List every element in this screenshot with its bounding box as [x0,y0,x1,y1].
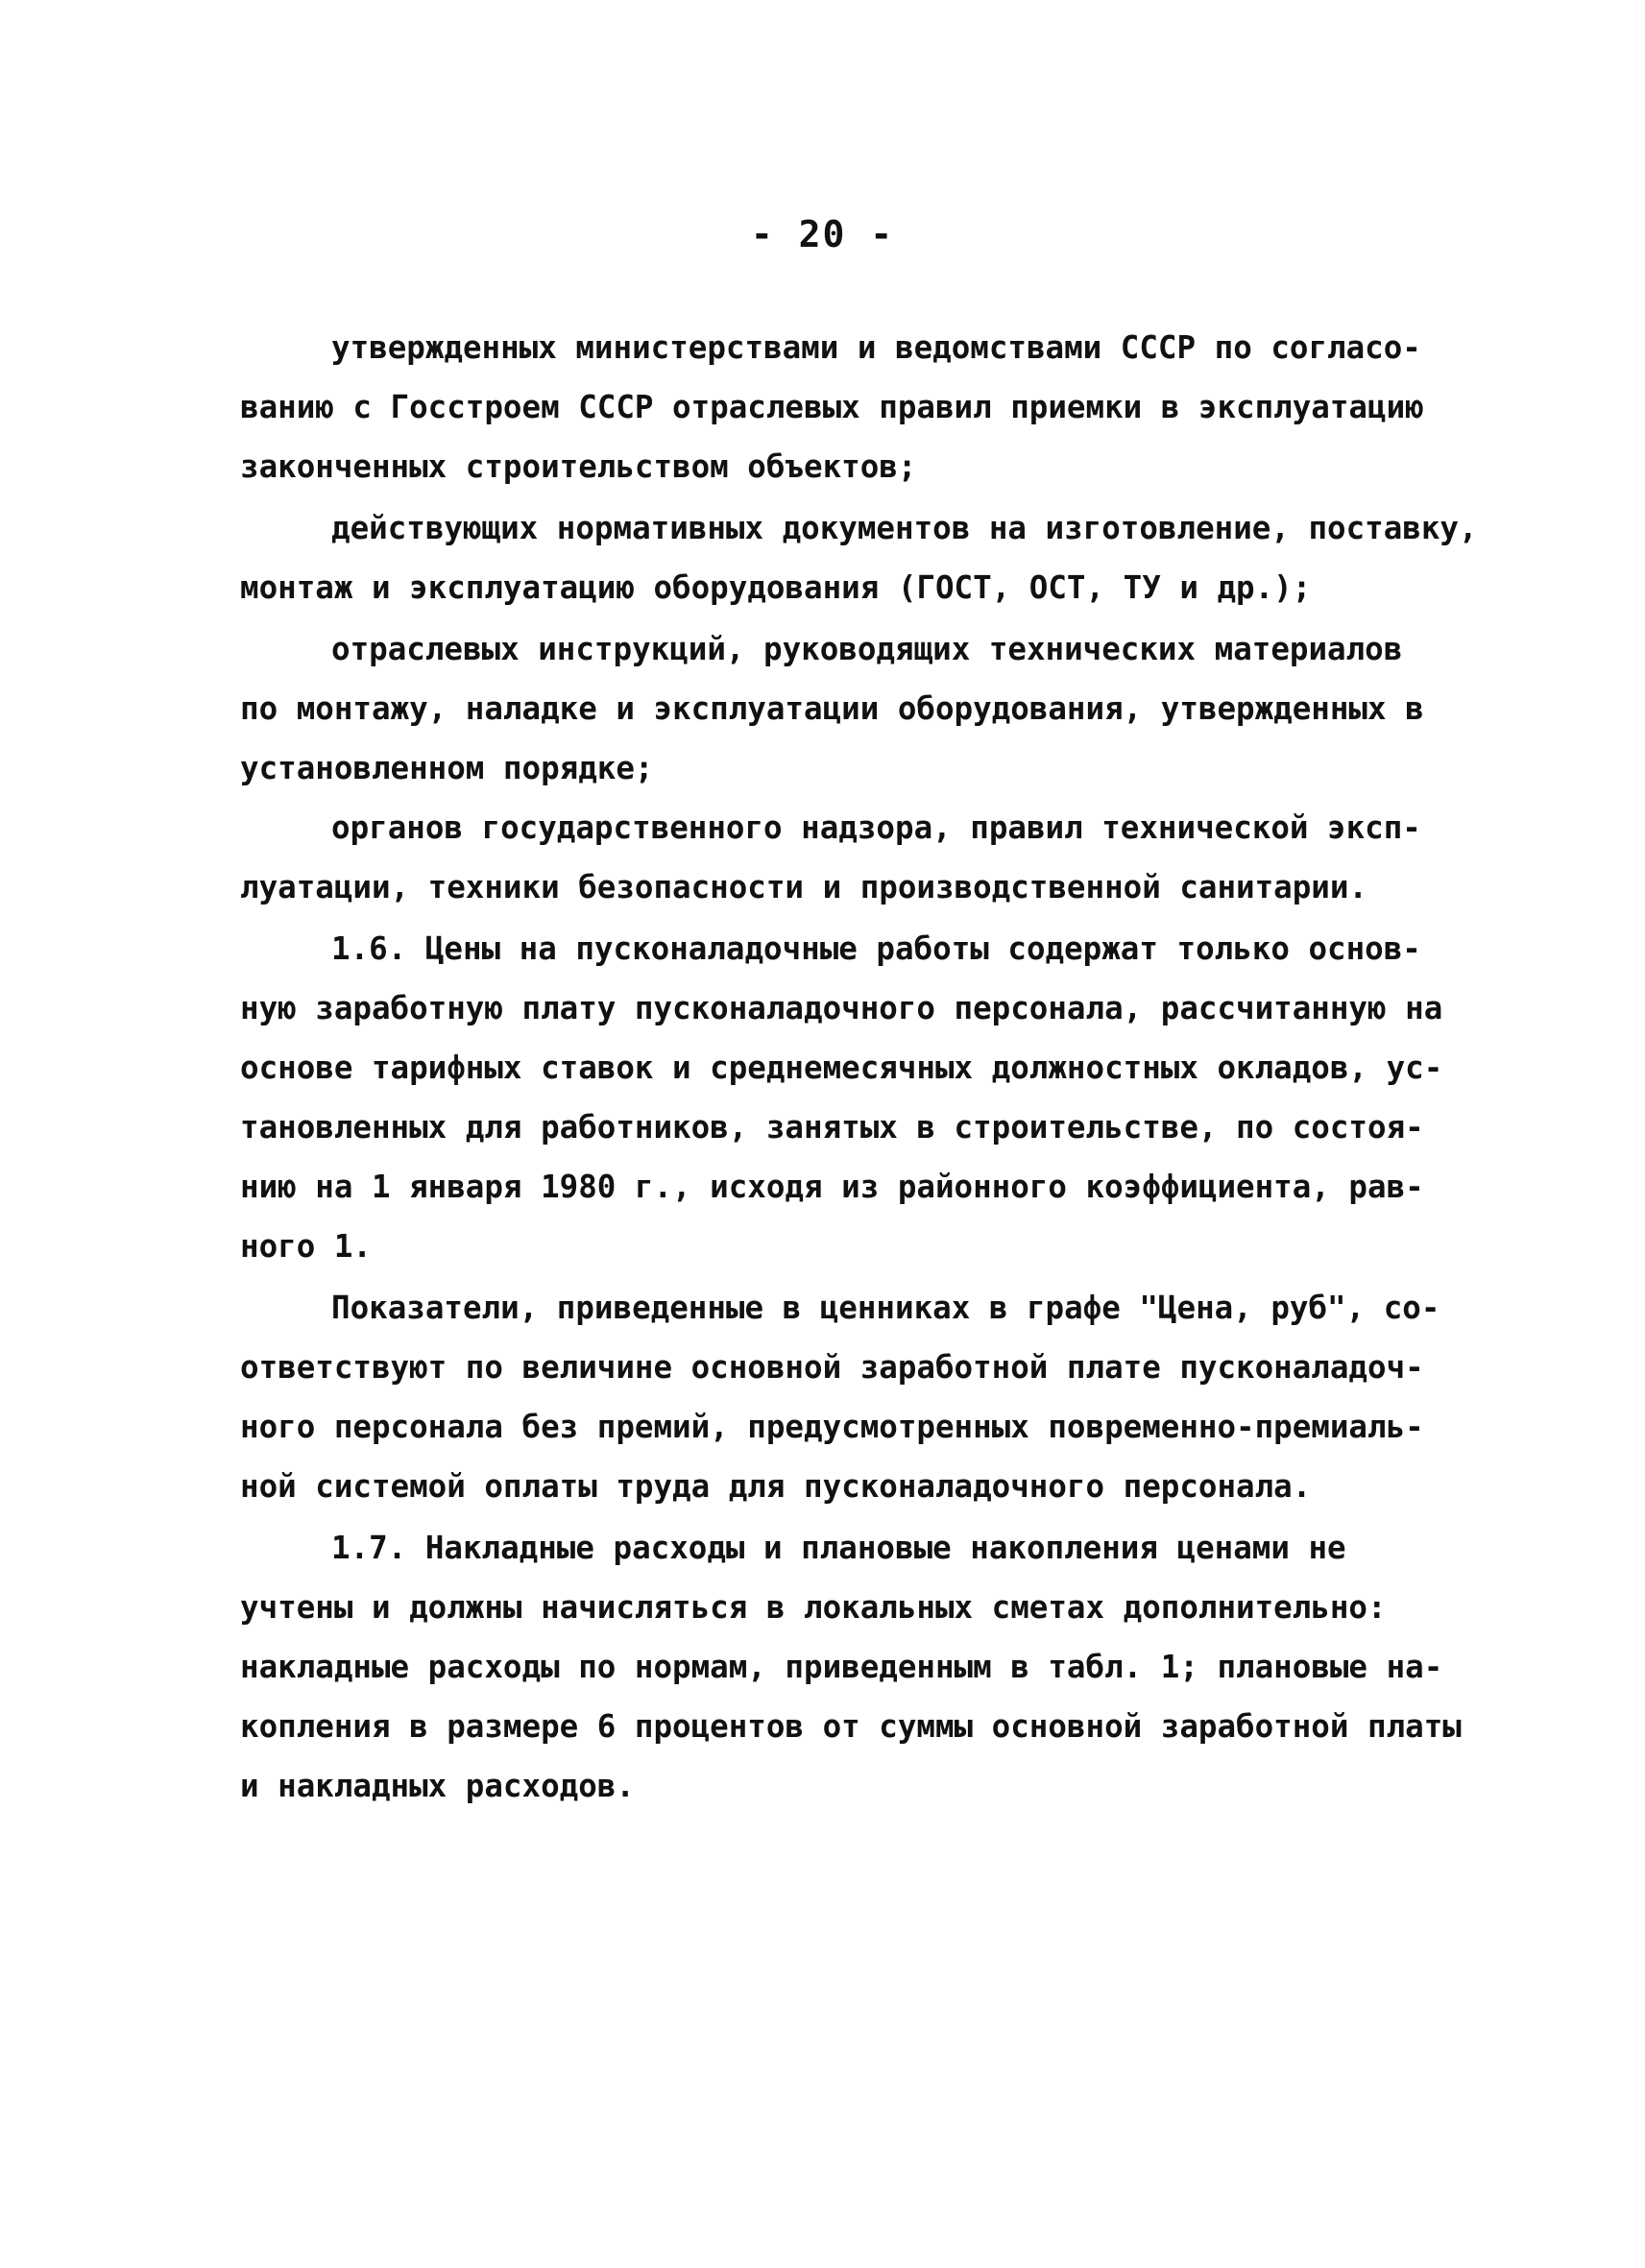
text-line: луатации, техники безопасности и производственной санитарии. [240,869,1367,905]
text-line: тановленных для работников, занятых в строительстве, по состоя- [240,1109,1424,1146]
text-line: установленном порядке; [240,750,654,786]
text-line: нию на 1 января 1980 г., исходя из районного коэффициента, рав- [240,1169,1424,1205]
section-1-7-start: 1.7. Накладные расходы и плановые накопления ценами не [331,1530,1346,1566]
text-line: отраслевых инструкций, руководящих технических материалов [331,631,1403,667]
text-line: ванию с Госстроем СССР отраслевых правил приемки в эксплуатацию [240,389,1424,425]
text-line: основе тарифных ставок и среднемесячных должностных окладов, ус- [240,1050,1443,1086]
text-line: копления в размере 6 процентов от суммы основной заработной платы [240,1708,1462,1745]
text-line: по монтажу, наладке и эксплуатации оборудования, утвержденных в [240,690,1424,727]
text-line: и накладных расходов. [240,1768,635,1804]
text-line: ной системой оплаты труда для пусконаладочного персонала. [240,1468,1312,1505]
text-line: ного 1. [240,1228,372,1265]
text-line: ного персонала без премий, предусмотренных повременно-премиаль- [240,1409,1424,1445]
text-line: ответствуют по величине основной заработной плате пусконаладоч- [240,1349,1424,1386]
page-number: - 20 - [750,213,895,255]
text-line: органов государственного надзора, правил технической эксп- [331,809,1421,846]
text-line: утвержденных министерствами и ведомствами СССР по согласо- [331,329,1421,366]
text-line: накладные расходы по нормам, приведенным в табл. 1; плановые на- [240,1649,1443,1685]
text-line: учтены и должны начисляться в локальных сметах дополнительно: [240,1589,1387,1626]
text-line: действующих нормативных документов на изготовление, поставку, [331,510,1478,546]
text-line: монтаж и эксплуатацию оборудования (ГОСТ, ОСТ, ТУ и др.); [240,569,1312,606]
section-1-6-start: 1.6. Цены на пусконаладочные работы содержат только основ- [331,930,1421,967]
text-line: ную заработную плату пусконаладочного персонала, рассчитанную на [240,990,1443,1026]
text-line: Показатели, приведенные в ценниках в графе "Цена, руб", со- [331,1290,1440,1326]
text-line: законченных строительством объектов; [240,448,917,485]
